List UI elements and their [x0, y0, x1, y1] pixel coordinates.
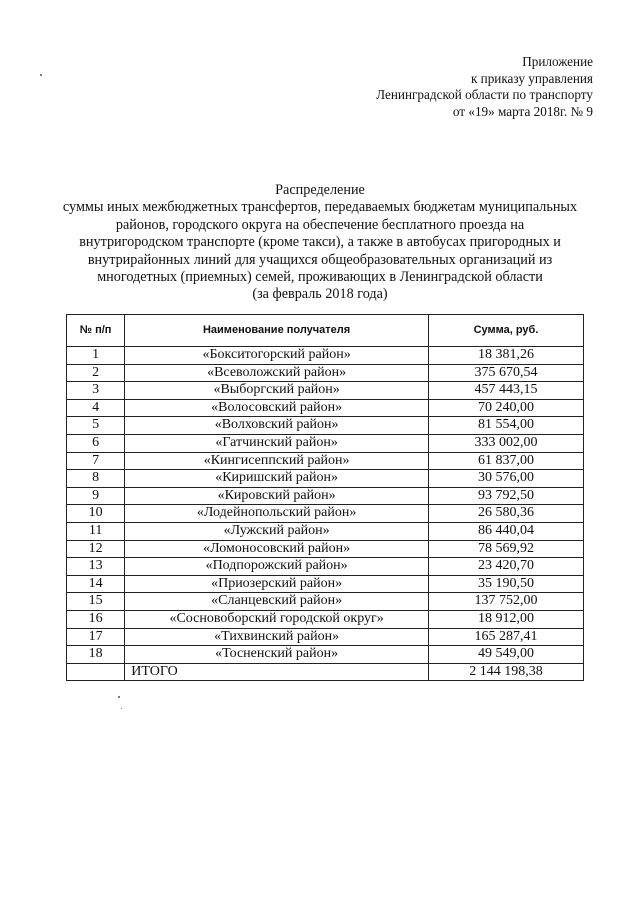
- amount: 457 443,15: [428, 382, 583, 400]
- recipient-name: «Бокситогорский район»: [125, 347, 429, 365]
- recipient-name: «Гатчинский район»: [125, 434, 429, 452]
- row-number: 12: [67, 540, 125, 558]
- recipient-name: «Кировский район»: [125, 487, 429, 505]
- row-number: 10: [67, 505, 125, 523]
- recipient-name: «Тихвинский район»: [125, 628, 429, 646]
- recipient-name: «Лодейнопольский район»: [125, 505, 429, 523]
- row-number: 16: [67, 610, 125, 628]
- title-line: суммы иных межбюджетных трансфертов, передаваемых бюджетам муниципальных: [62, 199, 578, 216]
- recipient-name: «Волховский район»: [125, 417, 429, 435]
- row-number: 3: [67, 382, 125, 400]
- order-reference: к приказу управления: [470, 70, 593, 86]
- column-header-recipient: Наименование получателя: [125, 315, 429, 347]
- table-row: [67, 540, 584, 558]
- row-number: 2: [67, 364, 125, 382]
- total-label: ИТОГО: [125, 663, 429, 681]
- recipient-name: «Выборгский район»: [125, 382, 429, 400]
- amount: 35 190,50: [428, 575, 583, 593]
- table-header-row: [67, 315, 584, 347]
- recipient-name: «Приозерский район»: [125, 575, 429, 593]
- amount: 81 554,00: [428, 417, 583, 435]
- amount: 93 792,50: [428, 487, 583, 505]
- column-header-number: № п/п: [67, 315, 125, 347]
- scan-speck: [118, 696, 120, 698]
- order-date-number: от «19» марта 2018г. № 9: [452, 103, 593, 119]
- table-row: [67, 558, 584, 576]
- table-row: [67, 487, 584, 505]
- row-number: 4: [67, 399, 125, 417]
- row-number: 9: [67, 487, 125, 505]
- table-row: [67, 417, 584, 435]
- amount: 137 752,00: [428, 593, 583, 611]
- order-appendix-header: [376, 54, 593, 120]
- row-number: 11: [67, 522, 125, 540]
- appendix-label: Приложение: [522, 54, 593, 69]
- amount: 375 670,54: [428, 364, 583, 382]
- title-line: внутригородском транспорте (кроме такси), а также в автобусах пригородных и: [79, 234, 561, 251]
- amount: 61 837,00: [428, 452, 583, 470]
- title-line: многодетных (приемных) семей, проживающих в Ленинградской области: [97, 269, 543, 286]
- table-row: [67, 646, 584, 664]
- total-amount: 2 144 198,38: [428, 663, 583, 681]
- amount: 18 912,00: [428, 610, 583, 628]
- amount: 23 420,70: [428, 558, 583, 576]
- total-empty-cell: [67, 663, 125, 681]
- row-number: 13: [67, 558, 125, 576]
- table-row: [67, 628, 584, 646]
- title-line: внутрирайонных линий для учащихся общеобразовательных организаций из: [87, 251, 553, 268]
- department-name: Ленинградской области по транспорту: [376, 87, 593, 102]
- recipient-name: «Лужский район»: [125, 522, 429, 540]
- total-row: [67, 663, 584, 681]
- table-row: [67, 593, 584, 611]
- table-row: [67, 452, 584, 470]
- distribution-table: [66, 314, 584, 681]
- amount: 86 440,04: [428, 522, 583, 540]
- amount: 30 576,00: [428, 470, 583, 488]
- title-period: (за февраль 2018 года): [252, 286, 388, 303]
- amount: 165 287,41: [428, 628, 583, 646]
- amount: 333 002,00: [428, 434, 583, 452]
- table-row: [67, 347, 584, 365]
- title-line: Распределение: [275, 182, 365, 198]
- amount: 26 580,36: [428, 505, 583, 523]
- row-number: 7: [67, 452, 125, 470]
- table-body: [67, 347, 584, 681]
- amount: 49 549,00: [428, 646, 583, 664]
- row-number: 14: [67, 575, 125, 593]
- recipient-name: «Ломоносовский район»: [125, 540, 429, 558]
- table-row: [67, 364, 584, 382]
- recipient-name: «Подпорожский район»: [125, 558, 429, 576]
- row-number: 6: [67, 434, 125, 452]
- amount: 18 381,26: [428, 347, 583, 365]
- row-number: 1: [67, 347, 125, 365]
- table-row: [67, 382, 584, 400]
- table-row: [67, 522, 584, 540]
- row-number: 5: [67, 417, 125, 435]
- title-line: районов, городского округа на обеспечение бесплатного проезда на: [115, 216, 525, 233]
- recipient-name: «Сосновоборский городской округ»: [125, 610, 429, 628]
- row-number: 8: [67, 470, 125, 488]
- scan-speck: [40, 74, 42, 76]
- row-number: 17: [67, 628, 125, 646]
- table-row: [67, 505, 584, 523]
- column-header-amount: Сумма, руб.: [428, 315, 583, 347]
- amount: 70 240,00: [428, 399, 583, 417]
- amount: 78 569,92: [428, 540, 583, 558]
- recipient-name: «Киришский район»: [125, 470, 429, 488]
- scan-speck: [121, 708, 122, 709]
- table-row: [67, 399, 584, 417]
- table-row: [67, 470, 584, 488]
- document-title: [40, 182, 600, 304]
- table-row: [67, 575, 584, 593]
- row-number: 18: [67, 646, 125, 664]
- table-row: [67, 434, 584, 452]
- recipient-name: «Кингисеппский район»: [125, 452, 429, 470]
- recipient-name: «Сланцевский район»: [125, 593, 429, 611]
- row-number: 15: [67, 593, 125, 611]
- recipient-name: «Всеволожский район»: [125, 364, 429, 382]
- recipient-name: «Волосовский район»: [125, 399, 429, 417]
- recipient-name: «Тосненский район»: [125, 646, 429, 664]
- table-row: [67, 610, 584, 628]
